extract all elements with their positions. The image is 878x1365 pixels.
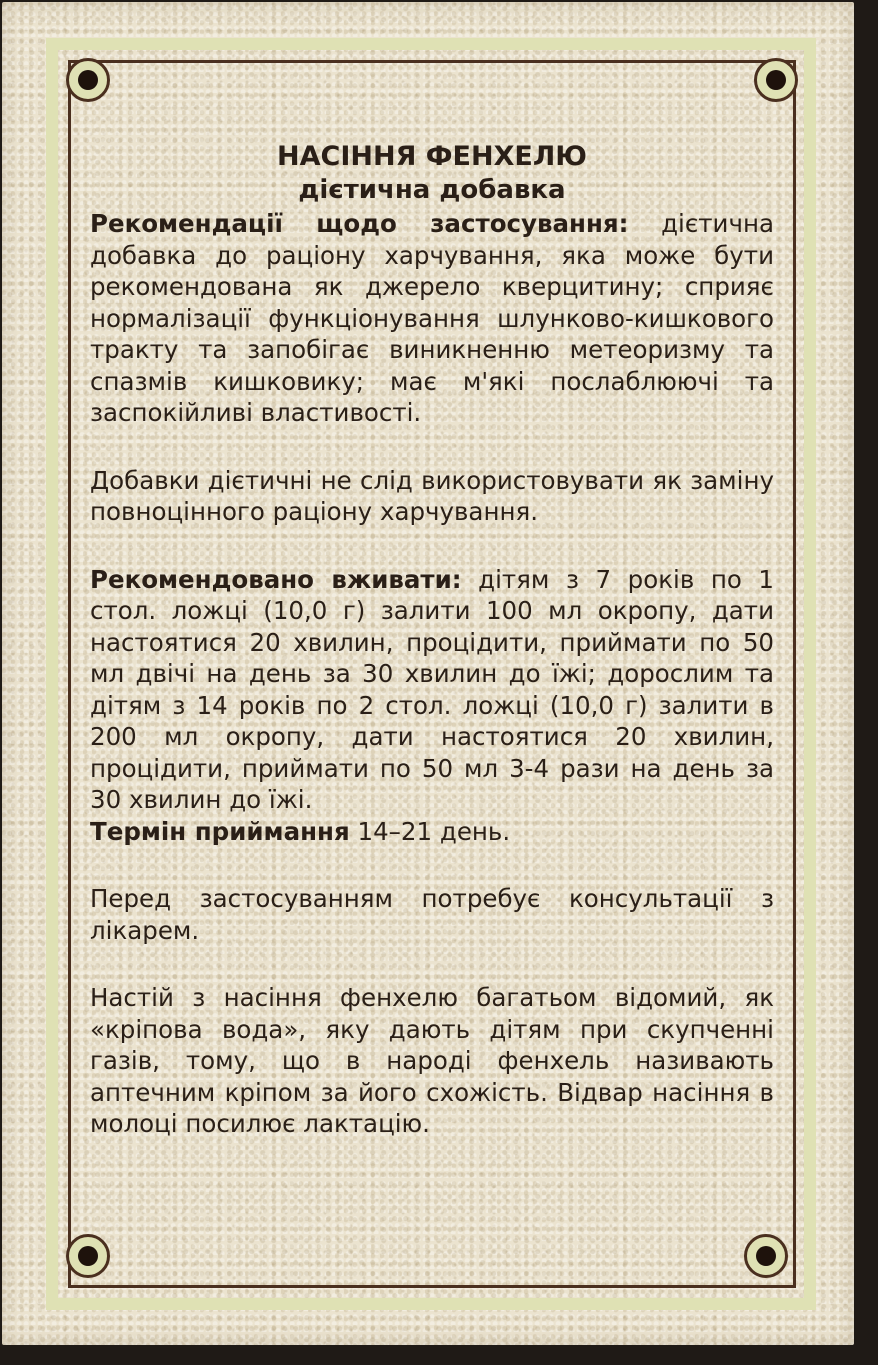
recommendations-text: дієтична добавка до раціону харчування, яка може бути рекомендована як джерело кверцитину; сприяє нормалізації функціонування шлунково-кишкового тракту та запобігає виникненню метеоризму та спазмів кишковику; має м'які послаблюючі та заспокійливі властивості. [90,209,774,427]
corner-ornament-icon [66,58,110,102]
warning-paragraph: Добавки дієтичні не слід використовувати як заміну повноцінного раціону харчування. [90,465,774,526]
recommendations-paragraph [90,208,774,429]
dosage-label: Рекомендовано вживати: [90,564,462,594]
corner-ornament-icon [754,58,798,102]
info-paragraph: Настій з насіння фенхелю багатьом відомий, як «кріпова вода», яку дають дітям при скупченні газів, тому, що в народі фенхель називають аптечним кріпом за його схожість. Відвар насіння в молоці посилює лактацію. [90,983,774,1138]
label-text-block [90,140,774,1140]
product-subtitle: дієтична добавка [298,175,566,205]
product-title: НАСІННЯ ФЕНХЕЛЮ [277,141,587,172]
dosage-text: дітям з 7 років по 1 стол. ложці (10,0 г) залити 100 мл окропу, дати настоятися 20 хвилин, процідити, приймати по 50 мл двічі на день за 30 хвилин до їжі; дорослим та дітям з 14 років по 2 стол. ложці (10,0 г) залити в 200 мл окропу, дати настоятися 20 хвилин, процідити, приймати по 50 мл 3-4 рази на день за 30 хвилин до їжі. [90,564,774,814]
corner-ornament-icon [66,1234,110,1278]
dosage-paragraph [90,564,774,816]
consult-paragraph: Перед застосуванням потребує консультації з лікарем. [90,884,774,945]
recommendations-label: Рекомендації щодо застосування: [90,209,629,238]
term-text: 14–21 день. [349,816,511,846]
term-paragraph [90,816,774,848]
term-label: Термін приймання [90,816,350,846]
corner-ornament-icon [744,1234,788,1278]
